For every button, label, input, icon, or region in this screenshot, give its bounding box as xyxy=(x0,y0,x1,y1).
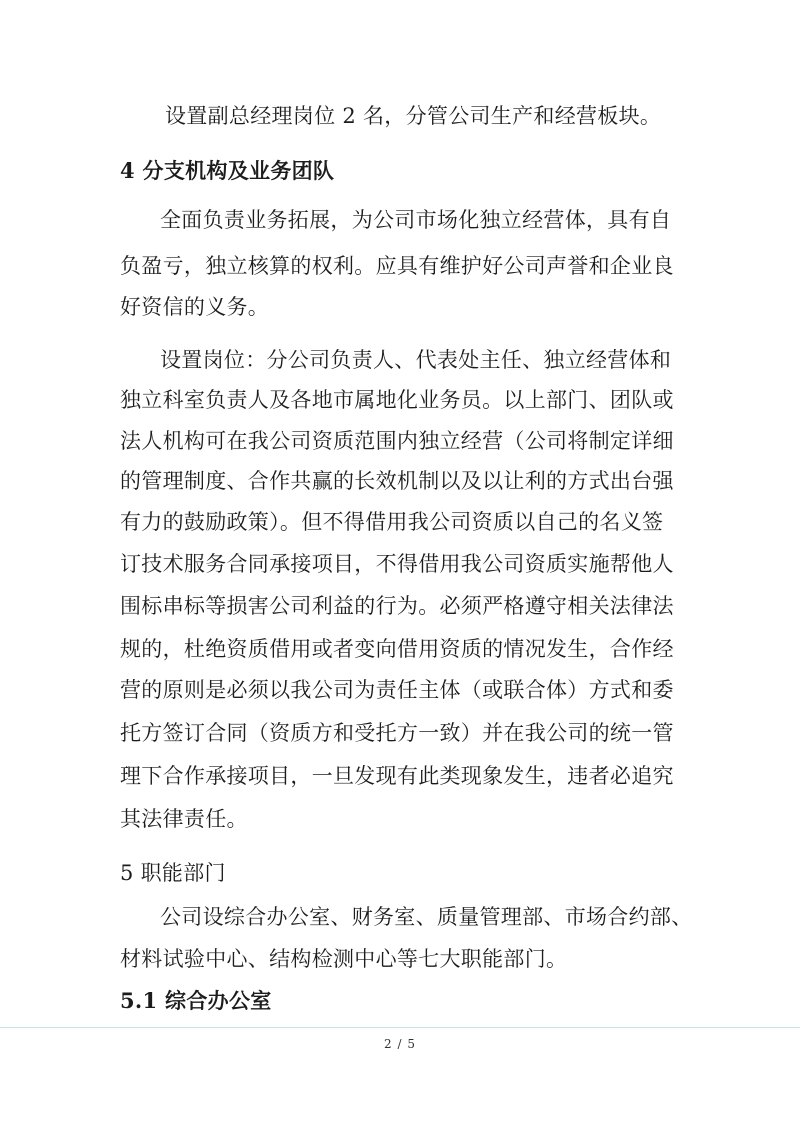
paragraph-deputy-manager: 设置副总经理岗位 2 名，分管公司生产和经营板块。 xyxy=(165,104,662,128)
paragraph-line: 公司设综合办公室、财务室、质量管理部、市场合约部、 xyxy=(160,905,693,929)
paragraph-line: 独立科室负责人及各地市属地化业务员。以上部门、团队或 xyxy=(120,388,674,412)
paragraph-line: 营的原则是必须以我公司为责任主体（或联合体）方式和委 xyxy=(120,678,674,702)
paragraph-line: 设置岗位：分公司负责人、代表处主任、独立经营体和 xyxy=(160,348,672,372)
page-number: 2 / 5 xyxy=(384,1037,416,1051)
paragraph-line: 其法律责任。 xyxy=(120,807,248,831)
paragraph-line: 的管理制度、合作共赢的长效机制以及以让利的方式出台强 xyxy=(120,469,674,493)
paragraph-line: 有力的鼓励政策）。但不得借用我公司资质以自己的名义签 xyxy=(120,510,664,534)
paragraph-line: 材料试验中心、结构检测中心等七大职能部门。 xyxy=(120,947,568,971)
paragraph-line: 规的，杜绝资质借用或者变向借用资质的情况发生，合作经 xyxy=(120,637,674,661)
footer-divider xyxy=(0,1027,800,1028)
paragraph-line: 围标串标等损害公司利益的行为。必须严格遵守相关法律法 xyxy=(120,594,674,618)
paragraph-line: 全面负责业务拓展，为公司市场化独立经营体，具有自 xyxy=(160,208,672,232)
paragraph-line: 订技术服务合同承接项目，不得借用我公司资质实施帮他人 xyxy=(120,552,674,576)
section-heading-5-1: 5.1 综合办公室 xyxy=(120,988,272,1013)
section-heading-4: 4 分支机构及业务团队 xyxy=(120,158,335,183)
paragraph-line: 好资信的义务。 xyxy=(120,295,270,319)
paragraph-line: 负盈亏，独立核算的权利。应具有维护好公司声誉和企业良 xyxy=(120,254,674,278)
section-heading-5: 5 职能部门 xyxy=(120,861,226,885)
paragraph-line: 理下合作承接项目，一旦发现有此类现象发生，违者必追究 xyxy=(120,764,674,788)
paragraph-line: 法人机构可在我公司资质范围内独立经营（公司将制定详细 xyxy=(120,429,674,453)
paragraph-line: 托方签订合同（资质方和受托方一致）并在我公司的统一管 xyxy=(120,721,674,745)
